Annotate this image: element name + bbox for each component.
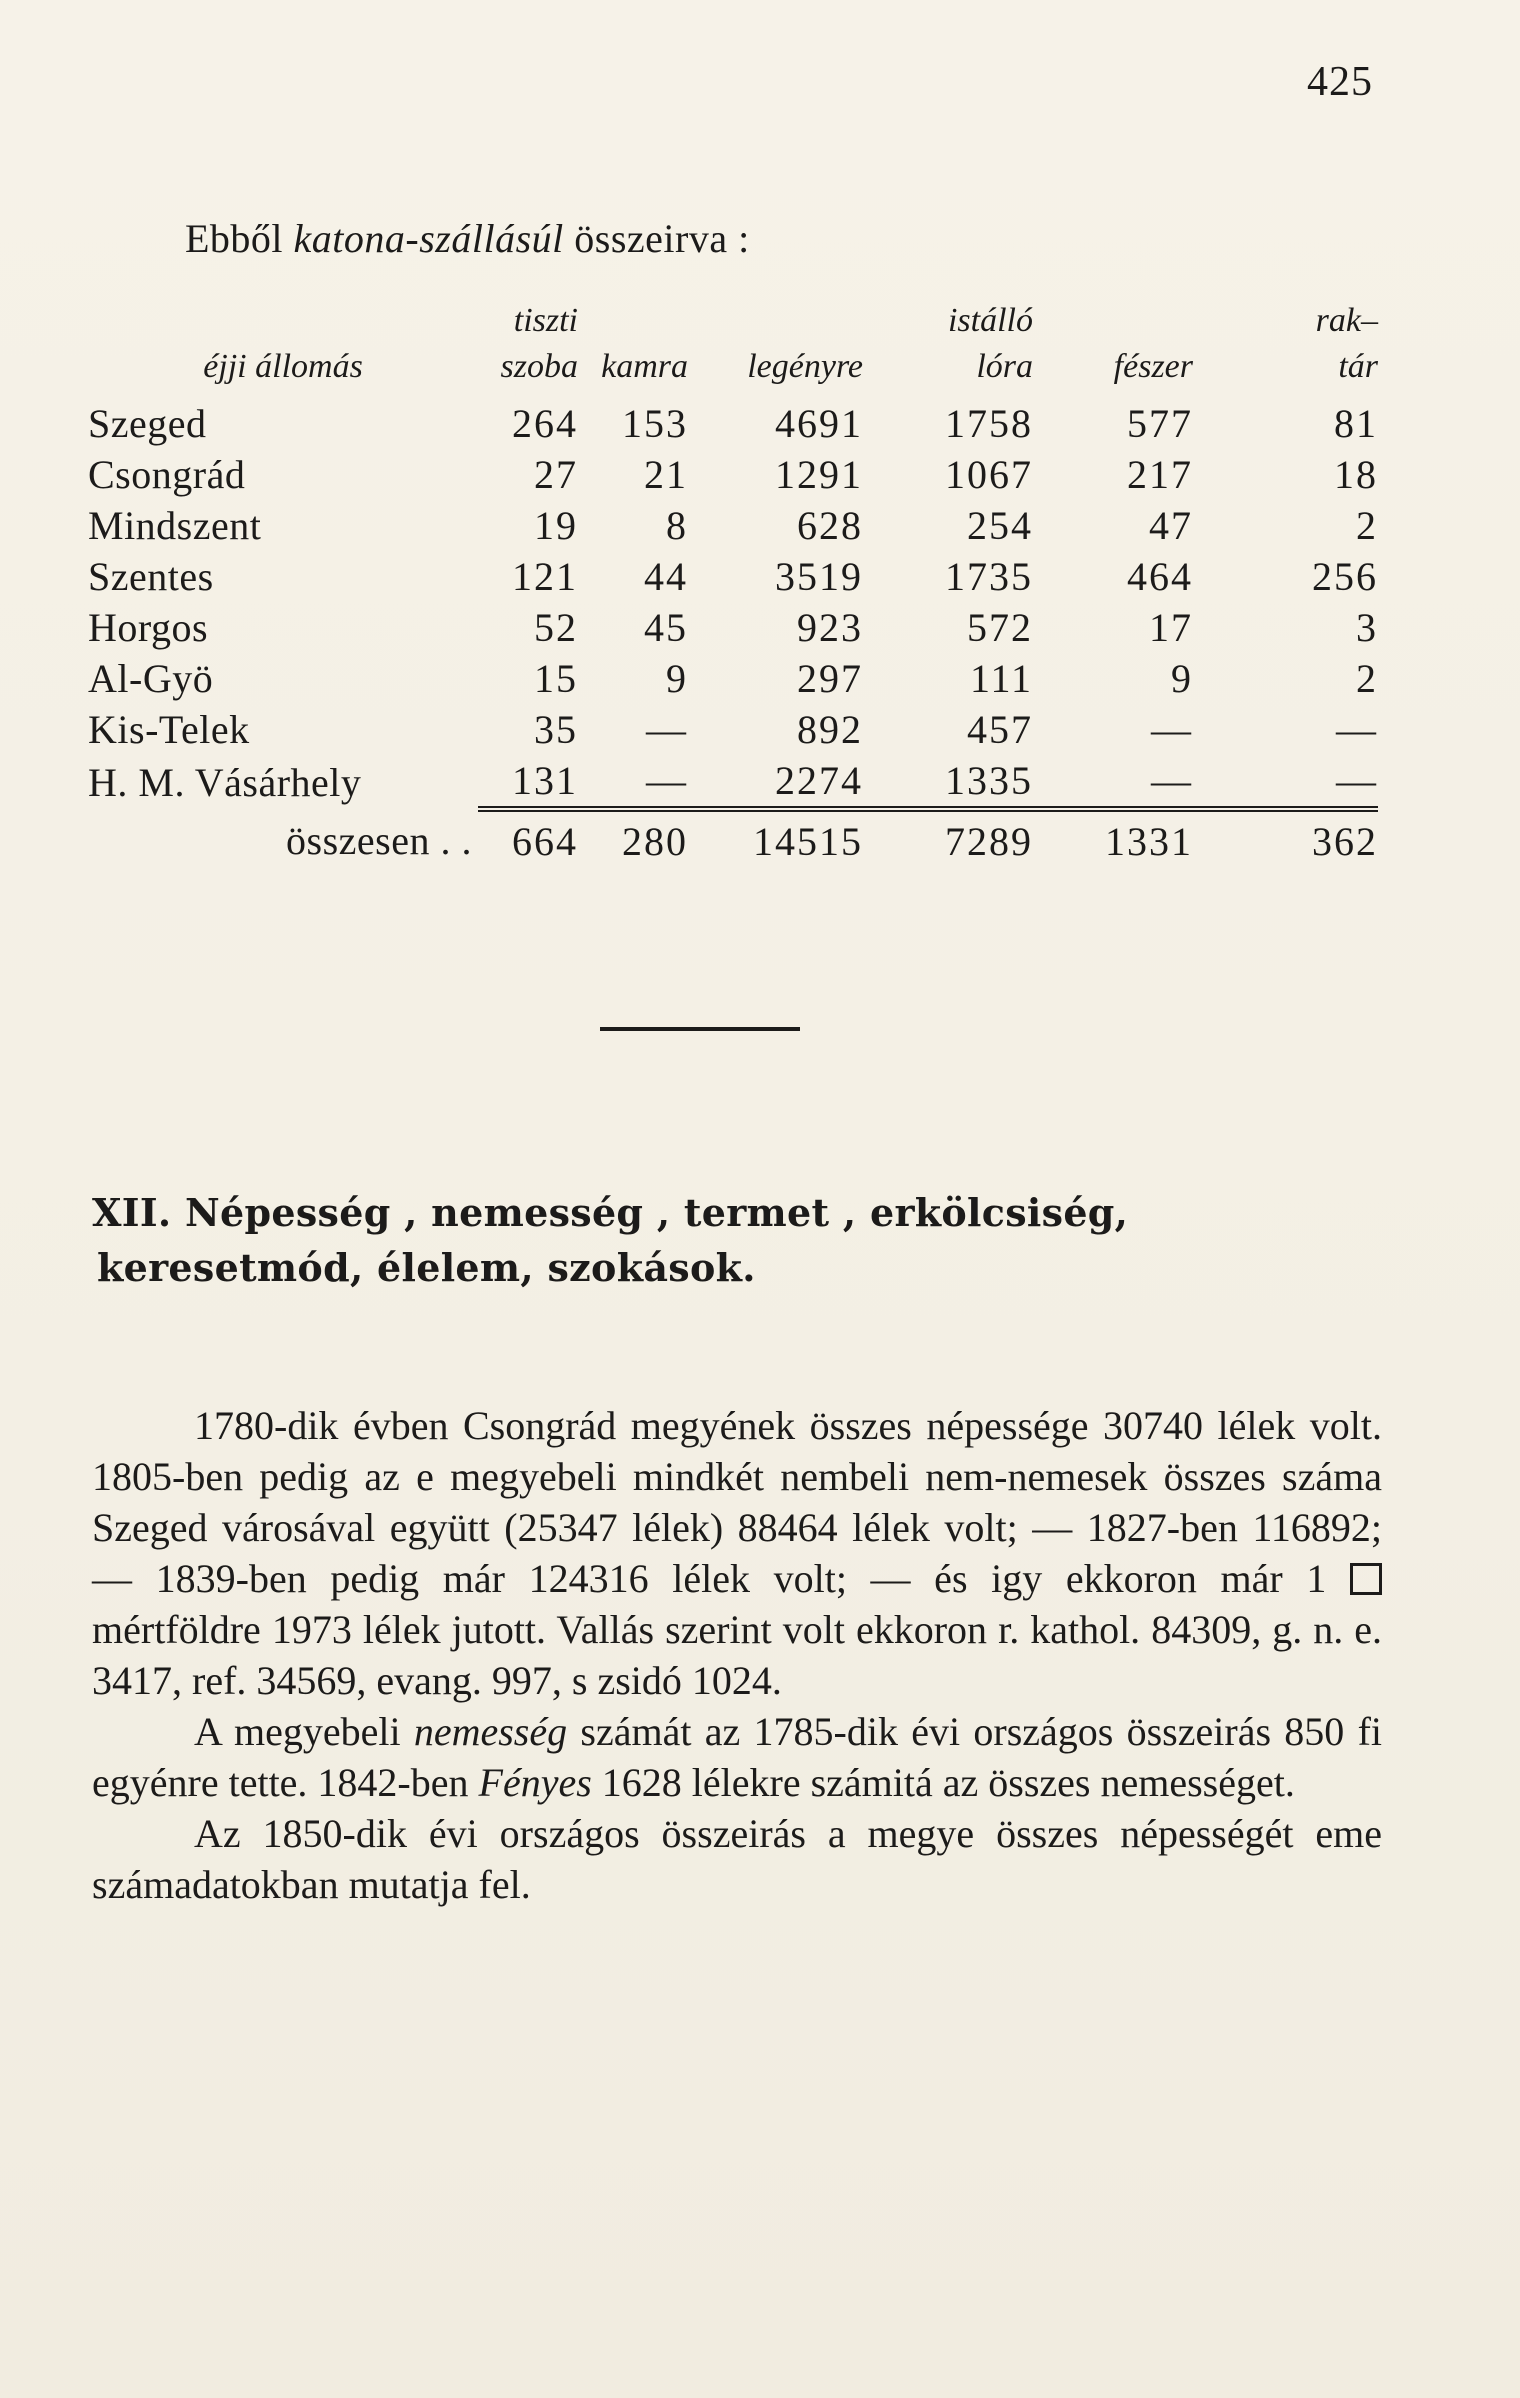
intro-italic: katona-szállásúl bbox=[293, 216, 564, 261]
row-value: — bbox=[646, 707, 688, 752]
square-mile-symbol-icon bbox=[1350, 1563, 1382, 1595]
row-value: 923 bbox=[797, 605, 863, 650]
paragraph-3: Az 1850-dik évi országos összeirás a megye összes népességét eme számadatokban mutatja fel. bbox=[92, 1811, 1382, 1907]
row-value: 628 bbox=[797, 503, 863, 548]
row-value: 464 bbox=[1127, 554, 1193, 599]
row-value: 254 bbox=[967, 503, 1033, 548]
table-intro bbox=[185, 215, 750, 262]
table-total-row bbox=[88, 809, 1378, 867]
table-row bbox=[88, 755, 1378, 809]
row-value: 217 bbox=[1127, 452, 1193, 497]
header-stable: istálló lóra bbox=[947, 302, 1033, 385]
section-heading bbox=[92, 1185, 1392, 1295]
table-row bbox=[88, 602, 1378, 653]
table-row bbox=[88, 398, 1378, 449]
intro-suffix: összeirva : bbox=[563, 216, 750, 261]
header-storage: rak– tár bbox=[1315, 302, 1378, 385]
section-heading-line1: XII. Népesség , nemesség , termet , erkölcsiség, bbox=[92, 1190, 1129, 1235]
header-soldier: legényre bbox=[747, 348, 863, 385]
header-shed: fészer bbox=[1113, 348, 1193, 385]
row-value: 3519 bbox=[775, 554, 863, 599]
row-station-name: Csongrád bbox=[88, 452, 246, 497]
row-value: — bbox=[1151, 707, 1193, 752]
header-officer-room: tiszti szoba bbox=[500, 302, 578, 385]
row-value: 577 bbox=[1127, 401, 1193, 446]
row-value: 297 bbox=[797, 656, 863, 701]
row-value: — bbox=[1336, 707, 1378, 752]
row-value: — bbox=[1336, 758, 1378, 803]
row-value: 19 bbox=[534, 503, 578, 548]
row-station-name: Al-Gyö bbox=[88, 656, 214, 701]
row-value: 3 bbox=[1356, 605, 1378, 650]
row-value: 256 bbox=[1312, 554, 1378, 599]
row-value: 9 bbox=[666, 656, 688, 701]
row-value: 81 bbox=[1334, 401, 1378, 446]
total-value: 7289 bbox=[863, 809, 1033, 867]
row-station-name: Horgos bbox=[88, 605, 209, 650]
row-value: 457 bbox=[967, 707, 1033, 752]
row-value: 4691 bbox=[775, 401, 863, 446]
row-value: 153 bbox=[622, 401, 688, 446]
row-value: 264 bbox=[512, 401, 578, 446]
page-number: 425 bbox=[1307, 59, 1373, 105]
row-value: 111 bbox=[969, 656, 1033, 701]
table-row bbox=[88, 551, 1378, 602]
paragraph-1: 1780-dik évben Csongrád megyének összes népessége 30740 lélek volt. 1805-ben pedig az e megyebeli mindkét nembeli nem-nemesek összes száma Szeged városával együtt (25347 lélek) 88464 lélek volt; — 1827-ben 116892; — 1839-ben pedig már 124316 lélek volt; — és igy ekkoron már 1 mértföldre 1973 lélek jutott. Vallás szerint volt ekkoron r. kathol. 84309, g. n. e. 3417, ref. 34569, evang. 997, s zsidó 1024. bbox=[92, 1403, 1382, 1703]
quartering-table bbox=[88, 298, 1378, 867]
row-station-name: Szeged bbox=[88, 401, 207, 446]
row-value: 18 bbox=[1334, 452, 1378, 497]
row-value: 8 bbox=[666, 503, 688, 548]
row-station-name: Kis-Telek bbox=[88, 707, 250, 752]
total-value: 14515 bbox=[688, 809, 863, 867]
total-value: 280 bbox=[578, 809, 688, 867]
row-value: — bbox=[646, 758, 688, 803]
row-value: — bbox=[1151, 758, 1193, 803]
table-header-row bbox=[88, 298, 1378, 398]
row-value: 35 bbox=[534, 707, 578, 752]
body-text bbox=[92, 1400, 1382, 1910]
intro-prefix: Ebből bbox=[185, 216, 294, 261]
row-value: 1758 bbox=[945, 401, 1033, 446]
header-chamber: kamra bbox=[601, 348, 688, 385]
row-value: 1067 bbox=[945, 452, 1033, 497]
row-station-name: Szentes bbox=[88, 554, 214, 599]
row-value: 572 bbox=[967, 605, 1033, 650]
row-station-name: H. M. Vásárhely bbox=[88, 759, 362, 805]
row-value: 27 bbox=[534, 452, 578, 497]
row-value: 17 bbox=[1149, 605, 1193, 650]
total-value: 664 bbox=[478, 809, 578, 867]
section-heading-line2: keresetmód, élelem, szokások. bbox=[97, 1245, 756, 1290]
total-value: 362 bbox=[1193, 809, 1378, 867]
row-value: 1735 bbox=[945, 554, 1033, 599]
table-row bbox=[88, 704, 1378, 755]
table-row bbox=[88, 449, 1378, 500]
row-value: 2 bbox=[1356, 503, 1378, 548]
row-value: 1335 bbox=[945, 758, 1033, 803]
row-value: 131 bbox=[512, 758, 578, 803]
row-value: 121 bbox=[512, 554, 578, 599]
row-value: 2 bbox=[1356, 656, 1378, 701]
paragraph-2: A megyebeli nemesség számát az 1785-dik évi országos összeirás 850 fi egyénre tette. 1842-ben Fényes 1628 lélekre számitá az összes nemességet. bbox=[92, 1709, 1383, 1805]
total-label: összesen . . bbox=[286, 817, 472, 863]
row-value: 892 bbox=[797, 707, 863, 752]
header-station: éjji állomás bbox=[203, 348, 363, 385]
row-value: 15 bbox=[534, 656, 578, 701]
table-row bbox=[88, 653, 1378, 704]
table-row bbox=[88, 500, 1378, 551]
row-value: 44 bbox=[644, 554, 688, 599]
row-value: 47 bbox=[1149, 503, 1193, 548]
row-value: 21 bbox=[644, 452, 688, 497]
total-value: 1331 bbox=[1033, 809, 1193, 867]
row-value: 52 bbox=[534, 605, 578, 650]
row-value: 2274 bbox=[775, 758, 863, 803]
row-value: 1291 bbox=[775, 452, 863, 497]
row-value: 45 bbox=[644, 605, 688, 650]
section-divider bbox=[600, 1027, 800, 1031]
row-station-name: Mindszent bbox=[88, 503, 262, 548]
row-value: 9 bbox=[1171, 656, 1193, 701]
